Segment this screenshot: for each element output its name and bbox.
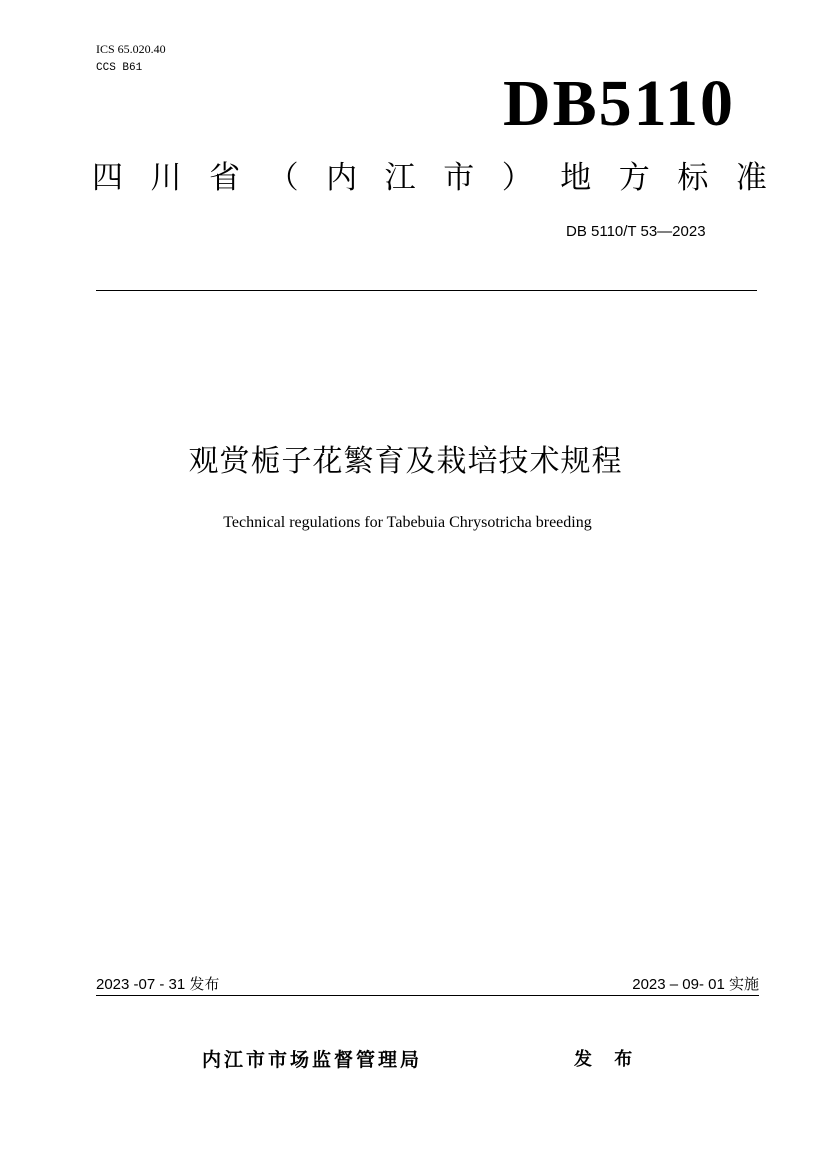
standard-code-logo: DB5110 xyxy=(502,67,735,140)
heading-char: ） xyxy=(501,160,533,196)
issuing-authority: 内江市市场监督管理局 xyxy=(202,1049,423,1071)
heading-char: 川 xyxy=(150,160,182,196)
document-title-english: Technical regulations for Tabebuia Chrysotricha breeding xyxy=(223,514,592,531)
heading-char: 准 xyxy=(735,160,767,196)
document-title-chinese xyxy=(0,440,815,484)
heading-char: 地 xyxy=(560,160,592,196)
heading-char: 市 xyxy=(443,160,475,196)
publish-date: 2023 -07 - 31 发布 xyxy=(96,976,220,993)
standard-number: DB 5110/T 53—2023 xyxy=(566,223,706,240)
heading-char: 内 xyxy=(326,160,358,196)
heading-char: 四 xyxy=(92,160,123,196)
heading-char: 方 xyxy=(618,160,650,196)
heading-char: 省 xyxy=(209,160,241,196)
implement-date: 2023 – 09- 01 实施 xyxy=(632,976,759,993)
top-divider xyxy=(96,290,757,291)
heading-char: （ xyxy=(267,160,299,196)
heading-char: 江 xyxy=(384,160,416,196)
ics-code: ICS 65.020.40 xyxy=(96,42,166,56)
bottom-divider xyxy=(96,995,759,996)
title-chinese-text: 观赏栀子花繁育及栽培技术规程 xyxy=(188,444,623,479)
issue-label: 发 布 xyxy=(574,1049,641,1070)
ccs-code: CCS B61 xyxy=(96,62,143,74)
heading-char: 标 xyxy=(677,160,709,196)
province-standard-heading xyxy=(92,158,767,198)
